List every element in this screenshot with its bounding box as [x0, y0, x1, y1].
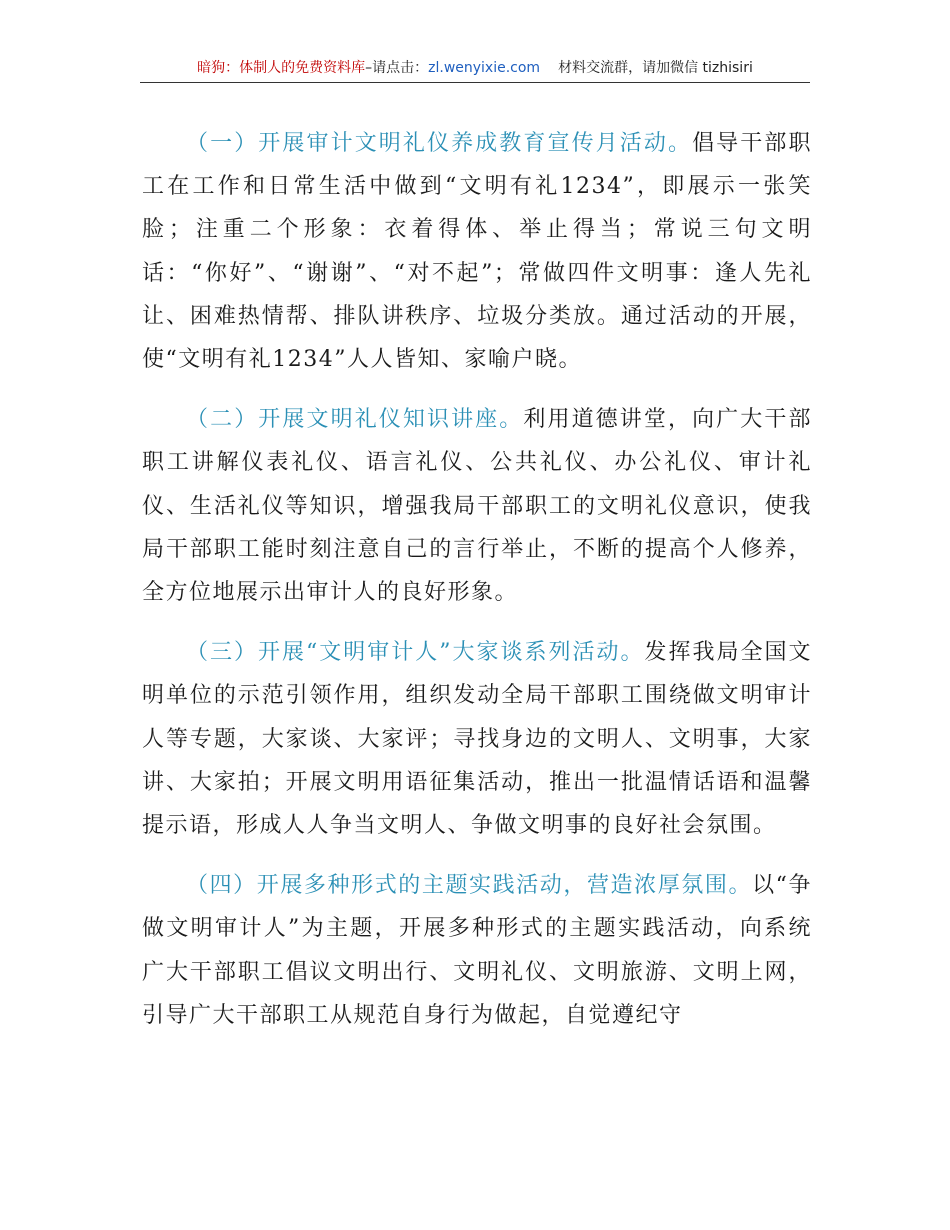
document-body — [142, 122, 812, 1054]
site-url-link[interactable]: zl.wenyixie.com — [428, 60, 541, 76]
paragraph-4 — [142, 864, 812, 1037]
paragraph-3-text: 发挥我局全国文明单位的示范引领作用，组织发动全局干部职工围绕做文明审计人等专题，大家谈、大家评；寻找身边的文明人、文明事，大家讲、大家拍；开展文明用语征集活动，推出一批温情话语和温馨提示语，形成人人争当文明人、争做文明事的良好社会氛围。 — [142, 640, 812, 839]
page-header — [140, 56, 810, 83]
paragraph-3 — [142, 631, 812, 847]
paragraph-3-heading: （三）开展“文明审计人”大家谈系列活动。 — [186, 640, 645, 666]
paragraph-1 — [142, 122, 812, 381]
paragraph-2-text: 利用道德讲堂，向广大干部职工讲解仪表礼仪、语言礼仪、公共礼仪、办公礼仪、审计礼仪、生活礼仪等知识，增强我局干部职工的文明礼仪意识，使我局干部职工能时刻注意自己的言行举止，不断的提高个人修养，全方位地展示出审计人的良好形象。 — [142, 407, 812, 606]
paragraph-4-heading: （四）开展多种形式的主题实践活动，营造浓厚氛围。 — [186, 873, 753, 899]
paragraph-2 — [142, 398, 812, 614]
paragraph-2-heading: （二）开展文明礼仪知识讲座。 — [186, 407, 524, 433]
click-prompt: –请点击： — [365, 60, 429, 76]
site-label: 暗狗：体制人的免费资料库 — [197, 60, 366, 76]
paragraph-1-text: 倡导干部职工在工作和日常生活中做到“文明有礼1234”，即展示一张笑脸；注重二个形象：衣着得体、举止得当；常说三句文明话：“你好”、“谢谢”、“对不起”；常做四件文明事：逢人先礼让、困难热情帮、排队讲秩序、垃圾分类放。通过活动的开展，使“文明有礼1234”人人皆知、家喻户晓。 — [142, 131, 812, 373]
paragraph-1-heading: （一）开展审计文明礼仪养成教育宣传月活动。 — [186, 131, 693, 156]
paragraph-4-text: 以“争做文明审计人”为主题，开展多种形式的主题实践活动，向系统广大干部职工倡议文明出行、文明礼仪、文明旅游、文明上网，引导广大干部职工从规范自身行为做起，自觉遵纪守 — [142, 873, 812, 1028]
wechat-note: 材料交流群，请加微信 tizhisiri — [558, 60, 753, 76]
